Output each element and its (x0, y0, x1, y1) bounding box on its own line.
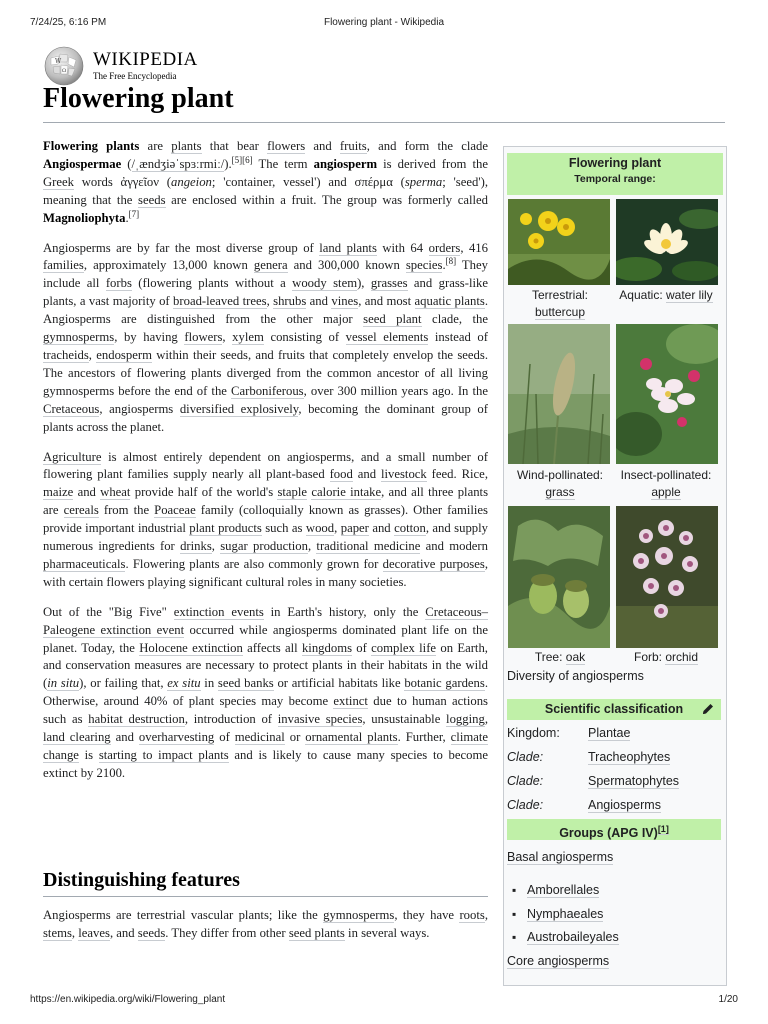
article-link[interactable]: grasses (370, 276, 408, 291)
bold-term: Flowering plants (43, 139, 140, 153)
article-link[interactable]: land plants (319, 240, 377, 255)
article-link[interactable]: in situ (47, 676, 80, 691)
scientific-classification-label: Scientific classification (544, 702, 684, 716)
article-link[interactable]: medicinal (234, 730, 285, 745)
article-link[interactable]: Agriculture (43, 449, 102, 464)
article-link[interactable]: ex situ (167, 676, 201, 691)
lead-paragraph-2: Angiosperms are by far the most diverse group of land plants with 64 orders, 416 families, approximately 13,000 known genera and 300,000 known species.[8] They include all forbs (flowering plants without a woody stem), grasses and grass-like plants, a vast majority of broad-leaved trees, shrubs and vines, and most aquatic plants. Angiosperms are distinguished from the other major seed plant clade, the gymnosperms, by having flowers, xylem consisting of vessel elements instead of tracheids, endosperm within their seeds, and fruits that completely envelop the seeds. The ancestors of flowering plants diverged from the common ancestor of all living gymnosperms before the end of the Carboniferous, over 300 million years ago. In the Cretaceous, angiosperms diversified explosively, becoming the dominant group of plants across the planet. (43, 240, 489, 434)
reference-link[interactable]: [7] (128, 208, 140, 219)
article-lead (43, 138, 488, 795)
article-link[interactable]: climate change (43, 730, 488, 762)
text-span: sperma (404, 174, 443, 189)
article-link[interactable]: food (329, 467, 353, 482)
article-link[interactable]: broad-leaved trees (173, 294, 267, 309)
article-link[interactable]: staple (277, 485, 308, 500)
article-link[interactable]: kingdoms (301, 640, 353, 655)
page-title: Flowering plant (43, 83, 234, 114)
lead-paragraph-4: Out of the "Big Five" extinction events in Earth's history, only the Cretaceous–Paleogene extinction event occurred while angiosperms dominated plant life on the planet. Today, the Holocene extinction affects all kingdoms of complex life on Earth, and conservation measures are necessary to protect plants in their habitats in the wild (in situ), or failing that, ex situ in seed banks or artificial habitats like botanic gardens. Otherwise, around 40% of plant species may become extinct due to human actions such as habitat destruction, introduction of invasive species, unsustainable logging, land clearing and overharvesting of medicinal or ornamental plants. Further, climate change is starting to impact plants and is likely to cause many species to become extinct by 2100. (43, 604, 488, 780)
temporal-range-label: Temporal range: (574, 173, 656, 185)
section-divider (43, 896, 488, 897)
article-link[interactable]: Poaceae (154, 503, 196, 518)
caption-buttercup (508, 287, 612, 321)
article-link[interactable]: extinction events (173, 604, 264, 619)
caption-apple (614, 467, 718, 501)
article-link[interactable]: fruits (339, 139, 367, 153)
article-link[interactable]: Greek (43, 174, 74, 189)
print-title: Flowering plant - Wikipedia (323, 17, 445, 28)
bold-term: Magnoliophyta (43, 210, 126, 225)
article-link[interactable]: genera (253, 258, 288, 273)
article-link[interactable]: paper (340, 521, 369, 536)
taxonomy-value[interactable]: Angiosperms (588, 798, 661, 812)
infobox-title: Flowering plant (568, 156, 662, 170)
caption-prefix: Forb: (633, 650, 666, 664)
grass-photo[interactable] (508, 324, 610, 464)
bold-term: Angiospermae (43, 156, 122, 171)
taxonomy-row (507, 774, 721, 794)
section-paragraph-1: Angiosperms are terrestrial vascular plants; like the gymnosperms, they have roots, stems, leaves, and seeds. They differ from other seed plants in several ways. (43, 908, 488, 940)
article-link[interactable]: vines (331, 294, 359, 309)
article-link[interactable]: Cretaceous–Paleogene extinction event (43, 604, 488, 637)
article-link[interactable]: ornamental plants (305, 730, 398, 745)
article-link[interactable]: complex life (371, 640, 437, 655)
taxonomy-value[interactable]: Tracheophytes (588, 750, 671, 764)
section-heading-distinguishing-features: Distinguishing features (43, 869, 240, 891)
print-header (30, 17, 738, 31)
article-link[interactable]: flowers (184, 330, 223, 345)
article-link[interactable]: decorative purposes (382, 556, 485, 571)
article-link[interactable]: flowers (267, 139, 306, 153)
article-link[interactable]: logging (446, 712, 485, 727)
article-link[interactable]: gymnosperms (323, 908, 395, 922)
list-item (507, 930, 619, 954)
svg-text:Ω: Ω (62, 68, 67, 74)
caption-link-apple[interactable]: apple (651, 485, 681, 499)
scientific-classification-header (507, 699, 721, 720)
order-link[interactable]: Austrobaileyales (527, 930, 619, 944)
article-link[interactable]: gymnosperms (43, 330, 115, 345)
caption-prefix: Insect-pollinated: (620, 468, 712, 482)
article-link[interactable]: extinct (333, 694, 368, 709)
article-link[interactable]: forbs (105, 276, 132, 291)
caption-water-lily (614, 287, 718, 304)
list-item (507, 883, 619, 907)
article-link[interactable]: seed plant (363, 312, 422, 327)
wikipedia-logo[interactable] (43, 45, 243, 85)
article-link[interactable]: invasive species (277, 712, 363, 727)
caption-link-buttercup[interactable]: buttercup (534, 305, 586, 319)
article-link[interactable]: habitat destruction (88, 712, 185, 727)
text-span: angeion (171, 174, 212, 189)
article-link[interactable]: cotton (394, 521, 426, 536)
article-link[interactable]: orders (428, 240, 461, 255)
lead-paragraph-3: Agriculture is almost entirely dependent on angiosperms, and a small number of flowering plant families supply nearly all plant-based food and livestock feed. Rice, maize and wheat provide half of the world's staple calorie intake, and all three plants are cereals from the Poaceae family (colloquially known as grasses). Other families provide important industrial plant products such as wood, paper and cotton, and supply numerous ingredients for drinks, sugar production, traditional medicine and modern pharmaceuticals. Flowering plants are also commonly grown for decorative purposes, with certain flowers playing significant cultural roles in many societies. (43, 449, 489, 589)
lead-paragraph-1: Flowering plants are plants that bear flowers and fruits, and form the clade Angiospermae (/ˌændʒiəˈspɜːrmiː/).[5][6] The term angiosperm is derived from the Greek words ἀγγεῖον (angeion; 'container, vessel') and σπέρμα (sperma; 'seed'), meaning that the seeds are enclosed within a fruit. The group was formerly called Magnoliophyta.[7] (43, 139, 489, 225)
article-link[interactable]: Carboniferous (231, 383, 304, 398)
article-link[interactable]: sugar production (220, 539, 308, 554)
water-lily-photo[interactable] (616, 199, 718, 285)
article-link[interactable]: botanic gardens (404, 676, 485, 691)
wikipedia-tagline: The Free Encyclopedia (93, 71, 177, 81)
article-link[interactable]: aquatic plants (414, 294, 485, 309)
article-link[interactable]: starting to impact plants (98, 748, 229, 762)
article-link[interactable]: Holocene extinction (139, 640, 243, 655)
article-link[interactable]: drinks (180, 539, 212, 554)
wikipedia-globe-icon (43, 45, 85, 87)
article-link[interactable]: stems (43, 925, 72, 940)
order-link[interactable]: Nymphaeales (527, 906, 604, 921)
article-link[interactable]: endosperm (96, 347, 152, 362)
article-link[interactable]: diversified explosively (179, 401, 299, 416)
bold-term: angiosperm (313, 156, 378, 171)
article-link[interactable]: xylem (232, 330, 264, 345)
taxonomy-row (507, 798, 721, 818)
print-page-number: 1/20 (718, 994, 738, 1005)
article-link[interactable]: plants (171, 139, 202, 153)
taxonomy-rank: Clade: (507, 798, 544, 812)
article-link[interactable]: /ˌændʒiəˈspɜːrmiː/ (131, 156, 225, 171)
article-link[interactable]: overharvesting (138, 730, 215, 745)
groups-header (507, 819, 721, 840)
svg-text:W: W (55, 58, 62, 65)
buttercup-photo[interactable] (508, 199, 610, 285)
caption-grass (508, 467, 612, 501)
taxonomy-rank: Clade: (507, 774, 544, 788)
article-link[interactable]: wheat (100, 485, 131, 500)
article-link[interactable]: woody stem (292, 276, 358, 291)
article-link[interactable]: traditional medicine (316, 539, 421, 554)
caption-orchid (614, 649, 718, 666)
caption-prefix: Terrestrial: (531, 288, 588, 302)
article-link[interactable]: livestock (380, 467, 427, 482)
article-link[interactable]: Cretaceous (43, 401, 100, 416)
order-link[interactable]: Amborellales (527, 883, 600, 897)
caption-link-water-lily[interactable]: water lily (666, 288, 713, 302)
print-url: https://en.wikipedia.org/wiki/Flowering_plant (30, 994, 226, 1005)
print-date: 7/24/25, 6:16 PM (30, 17, 107, 28)
section-body (43, 907, 488, 943)
taxonomy-value[interactable]: Plantae (588, 726, 631, 740)
article-link[interactable]: cereals (63, 503, 99, 518)
taxonomy-rank: Kingdom: (507, 726, 560, 740)
taxonomy-value[interactable]: Spermatophytes (588, 774, 680, 788)
article-link[interactable]: leaves (78, 925, 110, 940)
taxonomy-rank: Clade: (507, 750, 544, 764)
groups-reference[interactable]: [1] (657, 824, 669, 834)
caption-link-oak[interactable]: oak (565, 650, 586, 664)
taxonomy-row (507, 750, 721, 770)
taxonomy-row (507, 726, 721, 746)
photo-grid-caption: Diversity of angiosperms (507, 669, 644, 683)
groups-label: Groups (APG IV) (559, 826, 658, 841)
reference-link[interactable]: [5][6] (231, 154, 253, 165)
article-link[interactable]: plant products (189, 521, 262, 536)
article-link[interactable]: roots (459, 908, 485, 922)
wikipedia-wordmark: WIKIPEDIA (93, 49, 198, 70)
apple-blossom-photo[interactable] (616, 324, 718, 464)
article-link[interactable]: vessel elements (345, 330, 429, 345)
article-link[interactable]: land clearing (43, 730, 111, 745)
article-link[interactable]: calorie intake (311, 485, 382, 500)
article-link[interactable]: maize (43, 485, 74, 500)
list-item (507, 907, 619, 931)
article-link[interactable]: pharmaceuticals (43, 556, 126, 571)
caption-prefix: Wind-pollinated: (516, 468, 604, 482)
caption-link-orchid[interactable]: orchid (665, 650, 699, 664)
article-link[interactable]: shrubs (273, 294, 307, 309)
infobox-header (507, 153, 723, 195)
caption-oak (508, 649, 612, 666)
basal-angiosperms-link[interactable]: Basal angiosperms (507, 850, 614, 864)
edit-pencil-icon[interactable] (701, 702, 715, 716)
article-link[interactable]: families (43, 258, 84, 273)
basal-orders-list (507, 883, 619, 954)
oak-photo[interactable] (508, 506, 610, 648)
article-link[interactable]: seed banks (217, 676, 274, 691)
article-link[interactable]: tracheids (43, 347, 89, 362)
caption-prefix: Tree: (534, 650, 566, 664)
core-angiosperms-link[interactable]: Core angiosperms (507, 954, 610, 968)
caption-link-grass[interactable]: grass (545, 485, 575, 499)
orchid-photo[interactable] (616, 506, 718, 648)
article-link[interactable]: seeds (138, 192, 166, 207)
article-link[interactable]: species (405, 258, 443, 273)
infobox (503, 146, 727, 986)
reference-link[interactable]: [8] (445, 256, 457, 267)
article-link[interactable]: wood (305, 521, 335, 536)
article-link[interactable]: seeds (137, 925, 166, 940)
caption-prefix: Aquatic: (619, 288, 666, 302)
print-footer (30, 994, 738, 1008)
title-divider (43, 122, 725, 123)
article-link[interactable]: seed plants (288, 925, 345, 940)
